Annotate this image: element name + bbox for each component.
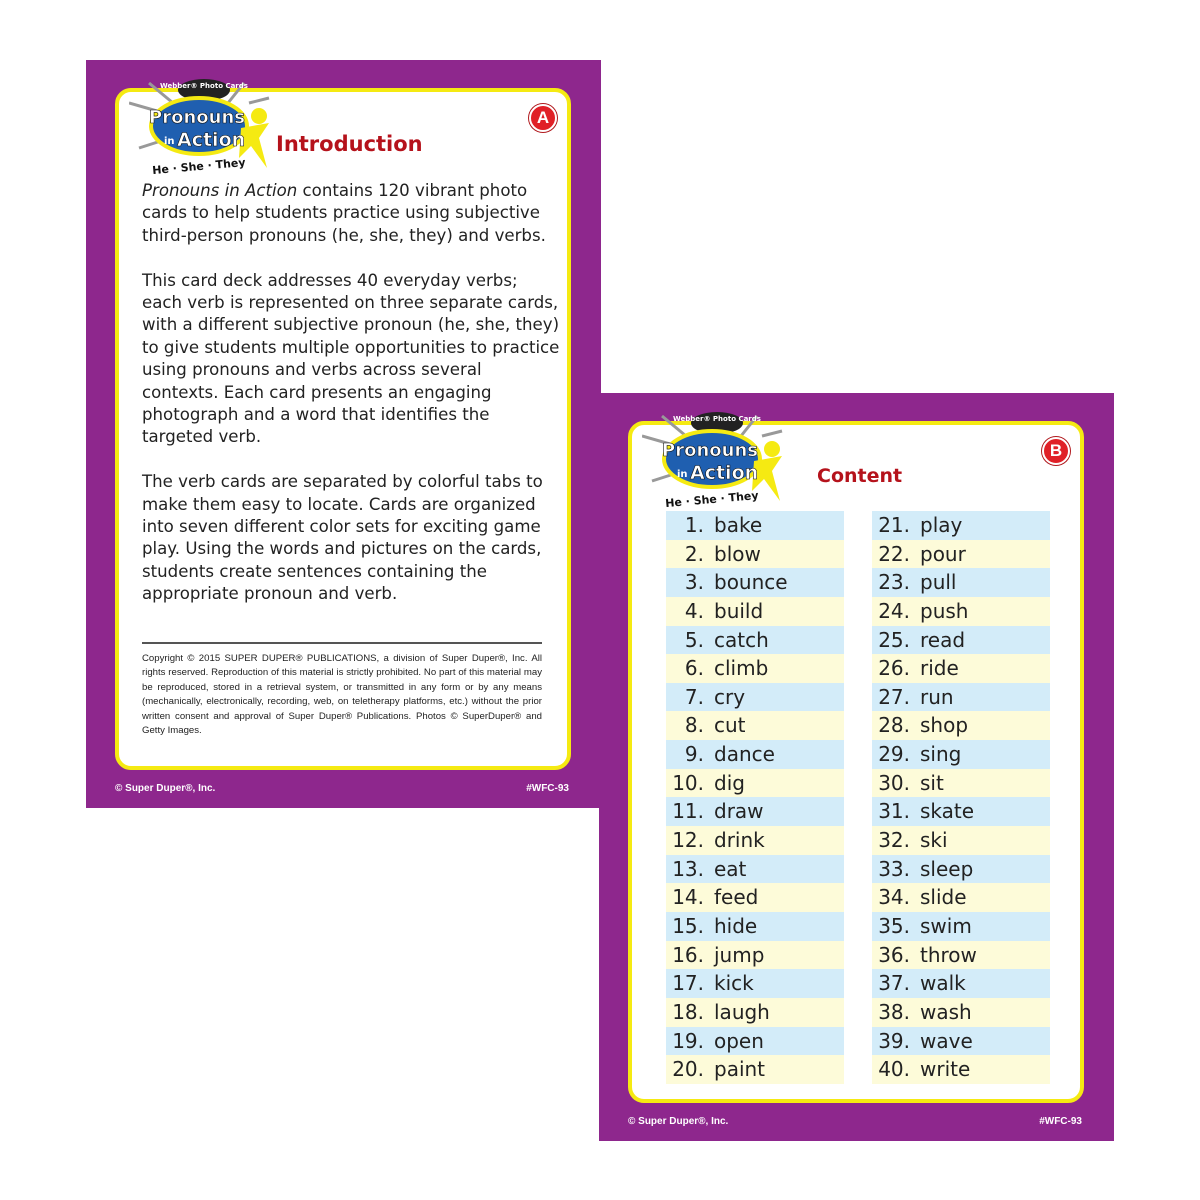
verb-number: 3.: [684, 570, 704, 595]
verb-list-item: [872, 969, 1050, 998]
verb-list-item: [666, 912, 844, 941]
verb-number: 12.: [672, 828, 704, 853]
svg-text:Webber® Photo Cards: Webber® Photo Cards: [673, 415, 761, 423]
verb-list-item: [666, 883, 844, 912]
verb-list-item: [872, 941, 1050, 970]
verb-number: 13.: [672, 856, 704, 881]
verb-list-item: [666, 1055, 844, 1084]
card-b-panel: [628, 415, 1084, 1103]
verb-word: cry: [714, 684, 746, 709]
verb-word: wave: [920, 1028, 973, 1053]
verb-list-item: [666, 568, 844, 597]
verb-number: 14.: [672, 885, 704, 910]
verb-word: run: [920, 684, 954, 709]
verb-list-item: [666, 540, 844, 569]
svg-text:He · She · They: He · She · They: [151, 155, 247, 178]
pronouns-in-action-logo: [129, 78, 279, 178]
verb-word: pour: [920, 541, 966, 566]
verb-word: paint: [714, 1057, 766, 1082]
verb-word: catch: [714, 627, 769, 652]
verb-number: 30.: [878, 770, 910, 795]
verb-number: 27.: [878, 684, 910, 709]
paragraph-3: The verb cards are separated by colorful tabs to make them easy to locate. Cards are organized into seven different color sets for exciting game play. Using the words and pictures on the cards, students create sentences containing the appropriate pronoun and verb.: [142, 472, 543, 604]
verb-number: 22.: [878, 541, 910, 566]
verb-word: skate: [920, 799, 975, 824]
card-badge-a: A: [529, 104, 557, 132]
card-a-introduction: [86, 60, 601, 808]
verb-number: 23.: [878, 570, 910, 595]
verb-list-item: [872, 912, 1050, 941]
verb-number: 20.: [672, 1057, 704, 1082]
verb-list-item: [666, 597, 844, 626]
verb-number: 24.: [878, 598, 910, 623]
verb-word: shop: [920, 713, 969, 738]
verb-list-column-1: [666, 511, 844, 1084]
verb-word: hide: [714, 913, 758, 938]
pronouns-in-action-logo: [642, 411, 792, 511]
card-badge-b: B: [1042, 437, 1070, 465]
verb-word: write: [920, 1057, 971, 1082]
verb-list-item: [872, 1055, 1050, 1084]
verb-word: kick: [714, 971, 754, 996]
verb-list-item: [666, 998, 844, 1027]
verb-number: 29.: [878, 742, 910, 767]
verb-word: blow: [714, 541, 761, 566]
verb-number: 39.: [878, 1028, 910, 1053]
verb-list-column-2: [872, 511, 1050, 1084]
verb-number: 11.: [672, 799, 704, 824]
footer-publisher: © Super Duper®, Inc.: [115, 783, 216, 794]
footer-code: #WFC-93: [526, 783, 569, 794]
verb-number: 28.: [878, 713, 910, 738]
verb-word: wash: [920, 999, 972, 1024]
verb-number: 40.: [878, 1057, 910, 1082]
verb-list-item: [666, 711, 844, 740]
verb-word: play: [920, 513, 963, 537]
card-b-content: [599, 393, 1114, 1141]
verb-list-item: [872, 769, 1050, 798]
verb-number: 10.: [672, 770, 704, 795]
verb-word: push: [920, 598, 969, 623]
verb-list-item: [872, 626, 1050, 655]
verb-number: 33.: [878, 856, 910, 881]
verb-number: 17.: [672, 971, 704, 996]
card-title: Content: [817, 465, 903, 487]
verb-number: 6.: [684, 656, 704, 681]
verb-number: 19.: [672, 1028, 704, 1053]
verb-number: 34.: [878, 885, 910, 910]
verb-number: 38.: [878, 999, 910, 1024]
verb-word: walk: [920, 971, 966, 996]
card-title: Introduction: [276, 132, 423, 156]
verb-word: open: [714, 1028, 764, 1053]
verb-word: bounce: [714, 570, 788, 595]
verb-word: sing: [920, 742, 962, 767]
paragraph-2: This card deck addresses 40 everyday verbs; each verb is represented on three separate cards, with a different subjective pronoun (he, she, they) to give students multiple opportunities to practice using pronouns and verbs across several contexts. Each card presents an engaging photograph and a word that identifies the targeted verb.: [142, 270, 560, 447]
verb-list-item: [872, 855, 1050, 884]
verb-word: sleep: [920, 856, 974, 881]
verb-number: 1.: [684, 513, 704, 537]
verb-number: 25.: [878, 627, 910, 652]
verb-number: 8.: [684, 713, 704, 738]
verb-word: cut: [714, 713, 746, 738]
verb-word: ride: [920, 656, 959, 681]
svg-text:Pronouns: Pronouns: [662, 440, 758, 461]
verb-list-item: [872, 654, 1050, 683]
verb-word: draw: [714, 799, 764, 824]
svg-text:Webber® Photo Cards: Webber® Photo Cards: [160, 82, 248, 90]
verb-word: climb: [714, 656, 769, 681]
verb-list-item: [666, 511, 844, 540]
verb-word: build: [714, 598, 764, 623]
verb-list-item: [872, 597, 1050, 626]
verb-list-item: [666, 626, 844, 655]
verb-list-item: [666, 855, 844, 884]
product-name: Pronouns in Action: [142, 181, 298, 200]
svg-text:Action: Action: [690, 462, 759, 484]
verb-list-item: [872, 683, 1050, 712]
verb-word: slide: [920, 885, 967, 910]
verb-number: 21.: [878, 513, 910, 537]
verb-list-item: [872, 540, 1050, 569]
card-a-panel: [115, 82, 571, 770]
svg-text:in: in: [677, 469, 688, 480]
svg-text:in: in: [164, 136, 175, 147]
verb-list-item: [872, 568, 1050, 597]
copyright-notice: Copyright © 2015 SUPER DUPER® PUBLICATIONS, a division of Super Duper®, Inc. All rights reserved. Reproduction of this material is strictly prohibited. No part of this material may be reproduced, stored in a retrieval system, or transmitted in any form or by any means (mechanically, electronically, recording, web, on teletherapy platforms, etc.) without the prior written consent and approval of Super Duper® Publications. Photos © SuperDuper® and Getty Images.: [142, 653, 542, 737]
verb-list-item: [872, 511, 1050, 540]
svg-text:He · She · They: He · She · They: [664, 488, 760, 511]
footer-publisher: © Super Duper®, Inc.: [628, 1116, 729, 1127]
verb-word: bake: [714, 513, 763, 537]
intro-text: [142, 180, 562, 628]
verb-list-item: [666, 654, 844, 683]
verb-number: 32.: [878, 828, 910, 853]
verb-list-item: [872, 1027, 1050, 1056]
verb-number: 5.: [684, 627, 704, 652]
footer-code: #WFC-93: [1039, 1116, 1082, 1127]
verb-word: dig: [714, 770, 745, 795]
verb-number: 26.: [878, 656, 910, 681]
verb-list-item: [666, 797, 844, 826]
paragraph-1-text: contains 120 vibrant photo cards to help students practice using subjective third-person pronouns (he, she, they) and verbs.: [142, 181, 546, 245]
verb-word: throw: [920, 942, 977, 967]
verb-number: 4.: [684, 598, 704, 623]
verb-word: pull: [920, 570, 957, 595]
verb-number: 35.: [878, 913, 910, 938]
verb-number: 37.: [878, 971, 910, 996]
verb-list-item: [872, 711, 1050, 740]
paragraph-1: [142, 180, 562, 247]
verb-number: 31.: [878, 799, 910, 824]
verb-number: 7.: [684, 684, 704, 709]
verb-word: eat: [714, 856, 747, 881]
verb-word: ski: [920, 828, 948, 853]
svg-text:Pronouns: Pronouns: [149, 107, 245, 128]
verb-list-item: [872, 740, 1050, 769]
verb-list-item: [666, 969, 844, 998]
verb-word: jump: [714, 942, 765, 967]
svg-text:Action: Action: [177, 129, 246, 151]
verb-number: 15.: [672, 913, 704, 938]
verb-word: dance: [714, 742, 775, 767]
verb-number: 36.: [878, 942, 910, 967]
verb-list-item: [666, 683, 844, 712]
verb-word: feed: [714, 885, 759, 910]
verb-number: 9.: [684, 742, 704, 767]
verb-list-item: [872, 826, 1050, 855]
verb-list-item: [666, 740, 844, 769]
verb-list-item: [666, 769, 844, 798]
verb-number: 2.: [684, 541, 704, 566]
verb-number: 18.: [672, 999, 704, 1024]
verb-list-item: [666, 826, 844, 855]
verb-list-item: [666, 1027, 844, 1056]
verb-word: laugh: [714, 999, 770, 1024]
verb-list-item: [666, 941, 844, 970]
verb-word: read: [920, 627, 966, 652]
verb-word: drink: [714, 828, 765, 853]
verb-number: 16.: [672, 942, 704, 967]
divider: [142, 642, 542, 644]
verb-list-item: [872, 797, 1050, 826]
verb-word: sit: [920, 770, 944, 795]
verb-list-item: [872, 998, 1050, 1027]
verb-word: swim: [920, 913, 972, 938]
verb-list-item: [872, 883, 1050, 912]
